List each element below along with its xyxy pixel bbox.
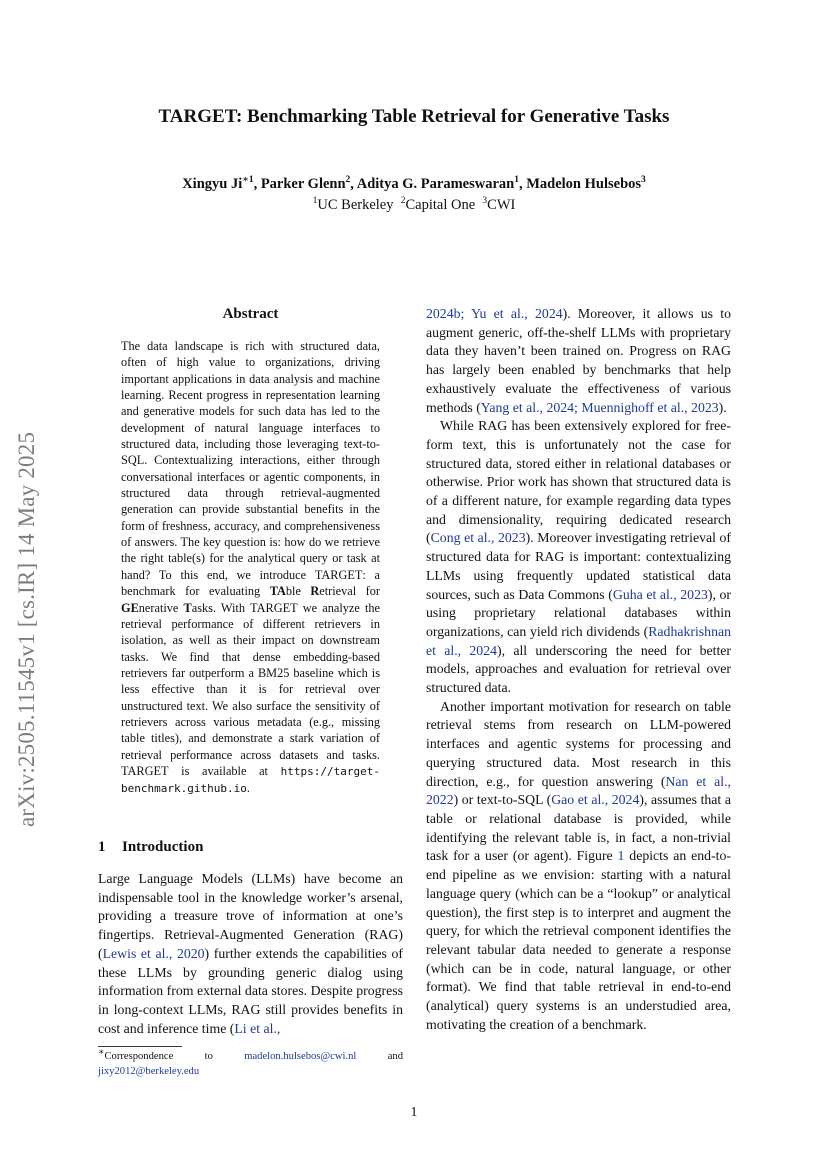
project-url-link[interactable]: https://target-benchmark.github.io <box>121 764 380 796</box>
citation-link[interactable]: Yang et al., 2024; Muennighoff et al., 2023 <box>480 399 719 415</box>
affiliation: CWI <box>487 197 516 213</box>
citation-link[interactable]: Cong et al., 2023 <box>430 530 526 546</box>
arxiv-identifier[interactable]: arXiv:2505.11545v1 [cs.IR] 14 May 2025 <box>14 431 39 827</box>
intro-paragraph-3: Another important motivation for research on table retrieval stems from research on LLM-powered interfaces and agentic systems for processing and querying structured data. Most research in this direction, e.g., for question answering (Nan et al., 2022) or text-to-SQL (Gao et al., 2024), assumes that a table or relational database is provided, while identifying the relevant table is, in fact, a non-trivial task for a user (or agent). Figure 1 depicts an end-to-end pipeline as we envision: starting with a natural language query (which can be a “lookup” or analytical question), the first step is to interpret and augment the query, for which the retrieval component identifies the relevant tabular data needed to generate a response (which can be in code, natural language, or other format). We find that table retrieval in end-to-end (analytical) query systems is an understudied area, motivating the creation of a benchmark. <box>426 698 731 1032</box>
citation-link[interactable]: Gao et al., 2024 <box>551 792 640 808</box>
abstract-body: The data landscape is rich with structured data, often of high value to organizations, driving important applications in data analysis and machine learning. Recent progress in representation learning and generative models for such data has led to the development of natural language interfaces to structured data, including those leveraging text-to-SQL. Contextualizing interactions, either through conversational interfaces or agentic components, in structured data through retrieval-augmented generation can provide substantial benefits in the form of freshness, accuracy, and comprehensiveness of answers. The key question is: how do we retrieve the right table(s) for the analytical query or task at hand? To this end, we introduce TARGET: a benchmark for evaluating TAble Retrieval for GEnerative Tasks. With TARGET we analyze the retrieval performance of different retrievers in isolation, as well as their impact on downstream tasks. We find that dense embedding-based retrievers far outperform a BM25 baseline which is less effective than it is for retrieval over unstructured text. We also surface the sensitivity of retrievers across various metadata (e.g., missing table titles), and demonstrate a stark variation of retrieval performance across datasets and tasks. TARGET is available at https://target-benchmark.github.io. <box>121 339 381 796</box>
benchmark-name: TARGET <box>250 600 298 615</box>
acronym-letter: GE <box>121 600 139 615</box>
abstract-text: etrieval for <box>319 584 381 599</box>
author-affil-mark: ∗1 <box>242 175 254 186</box>
affil-mark: 1 <box>312 196 318 207</box>
section-heading <box>98 839 203 856</box>
citation-link[interactable]: Li et al., <box>234 1020 281 1036</box>
affil-mark: 2 <box>400 196 406 207</box>
author-name: , Parker Glenn <box>253 176 346 192</box>
affiliation: Capital One <box>405 197 476 213</box>
email-link[interactable]: madelon.hulsebos@cwi.nl <box>244 1051 357 1062</box>
citation-link[interactable]: Radhakrishnan et al., 2024 <box>426 623 731 658</box>
author-name: , Aditya G. Parameswaran <box>350 176 515 192</box>
email-link[interactable]: jixy2012@berkeley.edu <box>98 1065 200 1077</box>
intro-paragraph-1-cont: 2024b; Yu et al., 2024). Moreover, it allows us to augment generic, off-the-shelf LLMs with proprietary data they haven’t been trained on. Progress on RAG has largely been enabled by benchmarks that help exhaustively evaluate the effectiveness of various methods (Yang et al., 2024; Muennighoff et al., 2023). <box>426 306 731 415</box>
author-affil-mark: 1 <box>514 175 519 186</box>
page-number: 1 <box>410 1104 418 1119</box>
affiliation: UC Berkeley <box>317 197 394 213</box>
intro-paragraph-2: While RAG has been extensively explored for free-form text, this is unfortunately not the case for structured data, stored either in relational databases or otherwise. Prior work has shown that structured data is of a different nature, for example regarding data types and dimensionality, requiring dedicated research (Cong et al., 2023). Moreover investigating retrieval of structured data for RAG is important: contextualizing LLMs using frequently updated statistical data sources, such as Data Commons (Guha et al., 2023), or using proprietary relational databases within organizations, can yield rich dividends (Radhakrishnan et al., 2024), all underscoring the need for better models, approaches and evaluation for retrieval over structured data. <box>426 418 732 696</box>
right-column <box>426 305 731 1034</box>
author-affil-mark: 2 <box>345 175 351 186</box>
abstract-heading: Abstract <box>222 306 279 322</box>
benchmark-name: TARGET <box>314 567 363 582</box>
citation-link[interactable]: Guha et al., 2023 <box>612 586 708 602</box>
abstract-text: : a benchmark for evaluating <box>121 567 380 599</box>
section-title: Introduction <box>122 839 204 855</box>
author-name: , Madelon Hulsebos <box>518 176 642 192</box>
abstract-text: we analyze the retrieval performance of different retrievers in isolation, as well as their impact on downstream tasks. We find that dense embedding-based retrievers far outperform a BM25 baseline which is less effective than it is for retrieval over unstructured text. We also surface the sensitivity of retrievers across various metadata (e.g., missing table titles), and demonstrate a stark variation of retrieval performance across datasets and tasks. <box>121 600 380 762</box>
figure-ref-link[interactable]: 1 <box>617 848 625 864</box>
footnote-mark: ∗ <box>98 1047 105 1058</box>
abstract-text: asks. With <box>191 600 251 615</box>
affil-mark: 3 <box>482 196 488 207</box>
abstract-text: The data landscape is rich with structured data, often of high value to organizations, driving important applications in data analysis and machine learning. Recent progress in representation learning and generative models for such data has led to the development of natural language interfaces to structured data, including those leveraging text-to-SQL. Contextualizing interactions, either through conversational interfaces or agentic components, in structured data through retrieval-augmented generation can provide substantial benefits in the form of freshness, accuracy, and comprehensiveness of answers. The key question is: how do we retrieve the right table(s) for the analytical query or task at hand? To this end, we introduce <box>121 339 380 582</box>
acronym-letter: R <box>310 584 320 599</box>
benchmark-name: TARGET <box>121 763 169 778</box>
abstract-text: ble <box>285 584 311 599</box>
author-affil-mark: 3 <box>641 175 646 186</box>
paper-title: TARGET: Benchmarking Table Retrieval for Generative Tasks <box>158 106 670 127</box>
footnote-divider <box>98 1046 182 1047</box>
intro-paragraph-1: Large Language Models (LLMs) have become an indispensable tool in the knowledge worker’s arsenal, providing a treasure trove of information at one’s fingertips. Retrieval-Augmented Generation (RAG) (Lewis et al., 2020) further extends the capabilities of these LLMs by grounding generic dialog using information from external data stores. Despite progress in long-context LLMs, RAG still provides benefits in cost and inference time (Li et al., <box>98 871 403 1036</box>
acronym-letter: TA <box>269 584 286 599</box>
citation-link[interactable]: Lewis et al., 2020 <box>102 945 205 961</box>
citation-link[interactable]: 2024b; Yu et al., 2024 <box>426 306 563 321</box>
citation-link[interactable]: Nan et al., 2022 <box>426 773 731 808</box>
abstract-text: is available at <box>168 763 281 778</box>
author-list <box>0 176 828 193</box>
affiliation-list <box>0 197 828 214</box>
footnote: ∗Correspondence to madelon.hulsebos@cwi.nl and jixy2012@berkeley.edu <box>98 1047 404 1077</box>
author-name: Xingyu Ji <box>182 176 243 192</box>
acronym-letter: T <box>183 600 192 615</box>
section-number: 1 <box>98 839 106 855</box>
abstract-text: nerative <box>138 600 184 615</box>
